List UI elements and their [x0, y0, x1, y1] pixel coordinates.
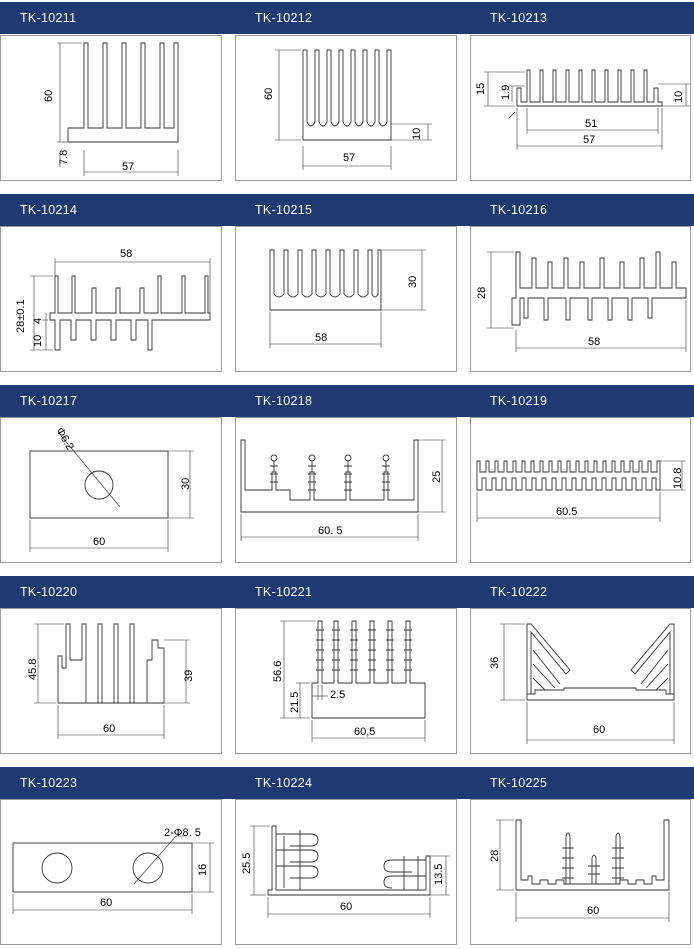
dimension-label: 60 — [593, 724, 606, 736]
dimension-label: 57 — [122, 161, 135, 173]
dimension-label: 25.5 — [241, 852, 253, 874]
profile-drawing — [57, 43, 178, 176]
dimension-label: 45.8 — [27, 658, 39, 680]
dimension-label: 60 — [103, 723, 116, 735]
dimension-label: 10 — [673, 90, 685, 103]
dimension-label: 60 — [263, 87, 275, 100]
profile-drawing — [30, 258, 210, 350]
dimension-label: 60,5 — [354, 726, 376, 738]
dimension-label: 57 — [343, 152, 356, 164]
profile-drawing — [34, 624, 190, 739]
dimension-label: 56.6 — [272, 660, 284, 682]
profile-drawing — [30, 432, 194, 552]
profile-drawing — [270, 250, 426, 348]
profile-drawing — [241, 440, 446, 541]
dimension-label: 60 — [93, 536, 106, 548]
dimension-label: 28±0.1 — [15, 299, 27, 333]
dimension-label: 58 — [315, 332, 328, 344]
part-code: TK-10218 — [255, 394, 313, 408]
part-code: TK-10224 — [255, 776, 313, 790]
part-code: TK-10219 — [490, 394, 548, 408]
part-code: TK-10214 — [20, 203, 78, 217]
dimension-label: 60 — [100, 897, 113, 909]
dimension-label: 4 — [32, 317, 44, 324]
dimension-label: 28 — [476, 286, 488, 299]
part-code: TK-10216 — [490, 203, 548, 217]
dimension-label: 7.8 — [58, 149, 70, 165]
dimension-label: 28 — [489, 849, 501, 862]
part-code: TK-10213 — [490, 11, 548, 25]
part-code: TK-10221 — [255, 585, 313, 599]
dimension-label: 30 — [180, 477, 192, 490]
dimension-label: 60 — [340, 901, 353, 913]
dimension-label: 1.9 — [500, 84, 512, 100]
profile-drawing — [477, 461, 686, 522]
dimension-label: 57 — [583, 134, 596, 146]
dimension-label: 60 — [43, 89, 55, 102]
dimension-label: 58 — [120, 248, 133, 260]
dimension-label: 15 — [475, 82, 487, 95]
dimension-label: 10.8 — [672, 467, 684, 489]
profile-drawing — [500, 624, 674, 744]
profile-drawing — [280, 621, 425, 742]
dimension-label: 39 — [183, 669, 195, 682]
part-code: TK-10222 — [490, 585, 548, 599]
dimension-label: 13.5 — [433, 863, 445, 885]
dimension-label: 51 — [585, 118, 598, 130]
dimension-label: 60 — [587, 905, 600, 917]
dimension-label: 2-Φ8. 5 — [164, 827, 201, 839]
dimension-label: 30 — [407, 275, 419, 288]
part-code: TK-10220 — [20, 585, 78, 599]
dimension-label: 58 — [588, 336, 601, 348]
dimension-label: 21.5 — [289, 691, 301, 713]
part-code: TK-10215 — [255, 203, 313, 217]
dimension-label: 10 — [32, 334, 44, 347]
dimension-label: Φ6.2 — [53, 425, 76, 453]
dimension-label: 2.5 — [330, 689, 346, 701]
dimension-label: 60. 5 — [318, 525, 343, 537]
part-code: TK-10212 — [255, 11, 313, 25]
dimension-label: 60.5 — [556, 506, 578, 518]
profile-drawing — [487, 252, 686, 352]
profile-drawing — [13, 836, 214, 914]
part-code: TK-10211 — [20, 11, 77, 25]
part-code: TK-10225 — [490, 776, 548, 790]
part-code: TK-10217 — [20, 394, 78, 408]
dimension-label: 10 — [411, 127, 423, 140]
part-code: TK-10223 — [20, 776, 78, 790]
dimension-label: 16 — [197, 863, 209, 876]
dimension-label: 25 — [431, 470, 443, 483]
dimension-label: 36 — [489, 656, 501, 669]
profile-drawing — [496, 820, 669, 922]
